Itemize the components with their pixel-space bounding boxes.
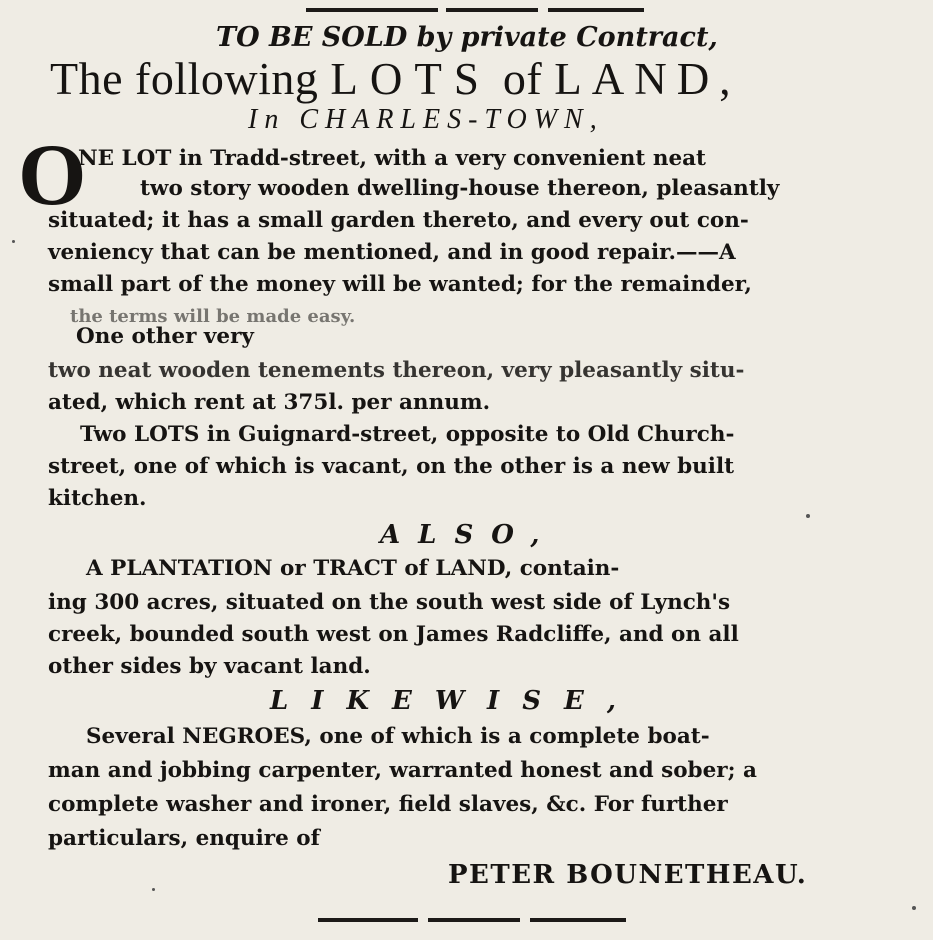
ink-speck [12,240,15,243]
ink-speck [912,906,916,910]
title-land: LAND, [554,54,741,104]
paragraph-line: kitchen. [48,486,147,511]
paragraph-line: veniency that can be mentioned, and in good repair.——A [48,240,736,265]
paragraph-line: particulars, enquire of [48,826,320,851]
paragraph-line: two story wooden dwelling-house thereon, pleasantly [140,176,780,201]
bottom-rule [318,918,418,922]
paragraph-line: small part of the money will be wanted; for the remainder, [48,272,752,297]
paragraph-line: two neat wooden tenements thereon, very pleasantly situ- [48,358,745,383]
paragraph-line: creek, bounded south west on James Radcliffe, and on all [48,622,739,647]
place-line: In CHARLES-TOWN, [248,104,604,135]
paragraph-line: situated; it has a small garden thereto, and every out con- [48,208,749,233]
top-rule [306,8,438,12]
paragraph-line: Two LOTS in Guignard-street, opposite to Old Church- [80,422,735,447]
signer-name: PETER BOUNETHEAU. [448,860,808,890]
paragraph-line: man and jobbing carpenter, warranted honest and sober; a [48,758,757,783]
ink-speck [806,514,810,518]
paragraph-line: ing 300 acres, situated on the south west side of Lynch's [48,590,731,615]
top-rule [446,8,538,12]
paragraph-line: street, one of which is vacant, on the other is a new built [48,454,735,479]
advertisement-title [50,52,740,105]
title-prefix: The following [50,53,319,104]
paragraph-line: complete washer and ironer, field slaves, &c. For further [48,792,728,817]
title-of: of [502,53,543,104]
paragraph-line: other sides by vacant land. [48,654,371,679]
paragraph-line: NE LOT in Tradd-street, with a very convenient neat [78,146,706,171]
likewise-heading: LIKEWISE, [270,686,639,716]
drop-cap: O [18,127,87,224]
bottom-rule [428,918,520,922]
sale-header: TO BE SOLD by private Contract, [216,22,718,53]
title-lots: LOTS [330,54,491,104]
bottom-rule [530,918,626,922]
paragraph-line: A PLANTATION or TRACT of LAND, contain- [86,556,620,581]
paragraph-line: the terms will be made easy. [70,306,356,327]
paragraph-line: ated, which rent at 375l. per annum. [48,390,491,415]
paragraph-line: Several NEGROES, one of which is a complete boat- [86,724,710,749]
also-heading: ALSO, [380,520,558,550]
top-rule [548,8,644,12]
paragraph-line: One other very [76,324,254,349]
ink-speck [152,888,155,891]
